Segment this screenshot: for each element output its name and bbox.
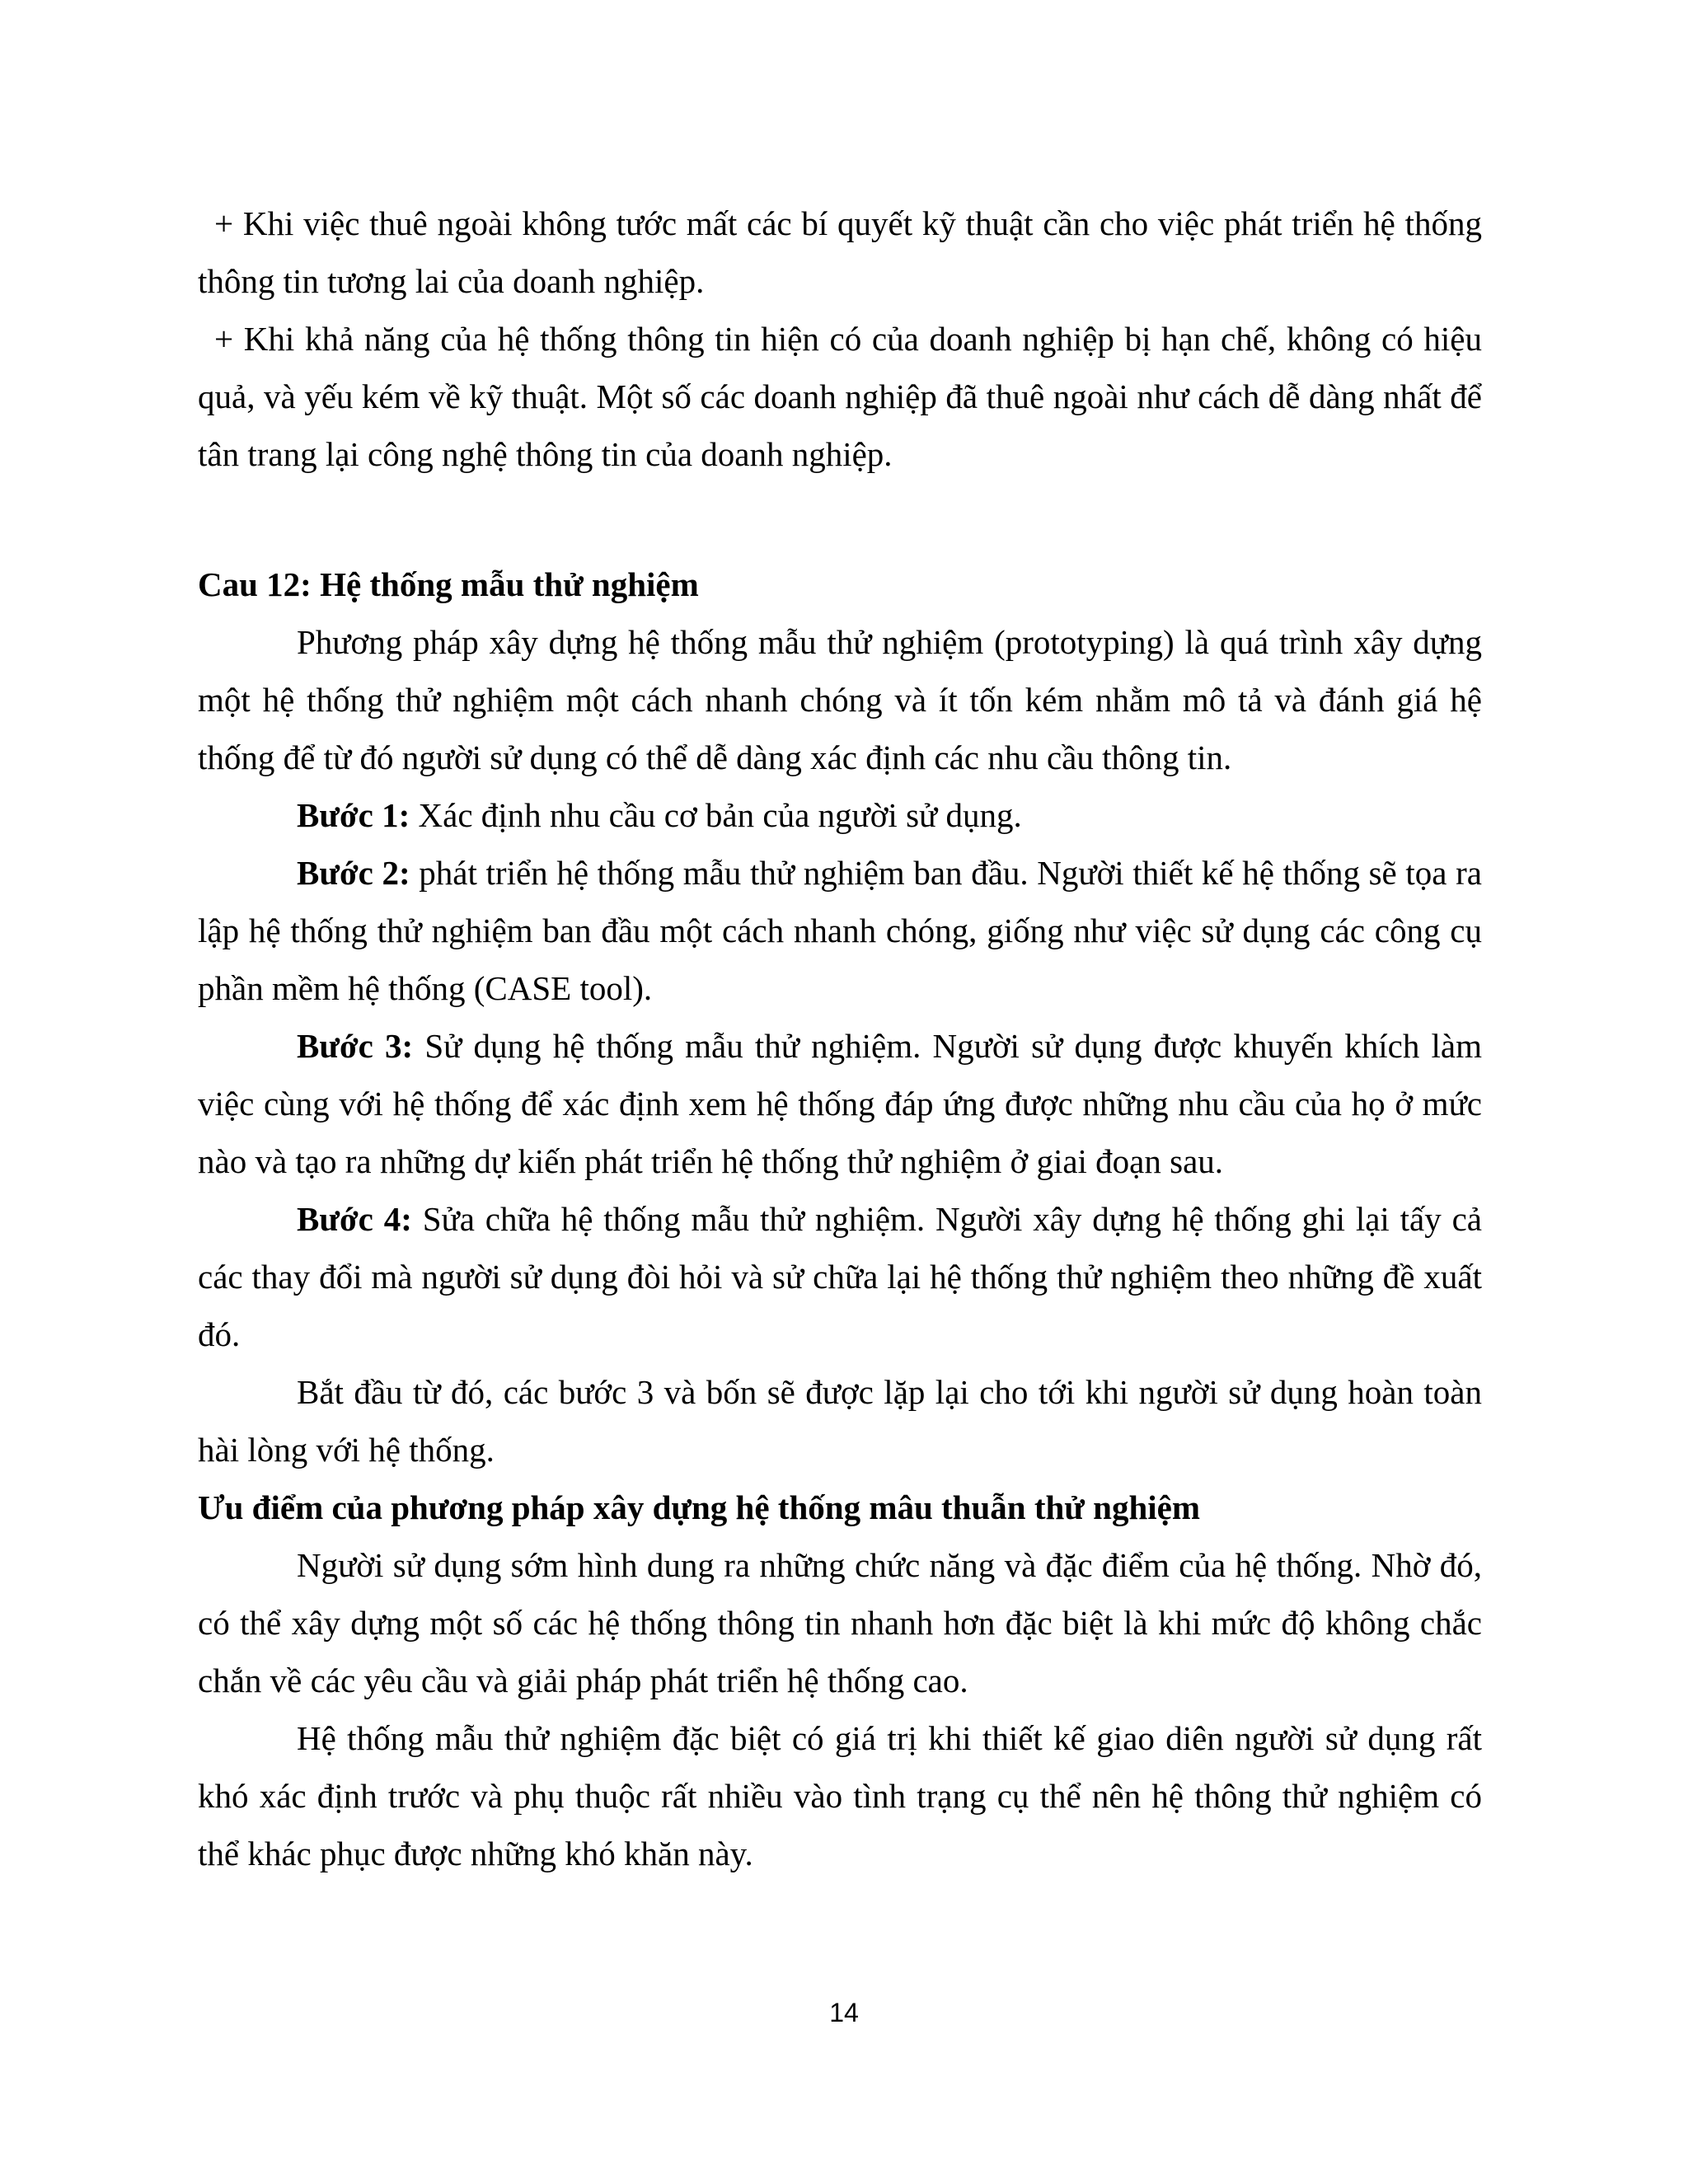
section-heading-advantages: Ưu điểm của phương pháp xây dựng hệ thống mâu thuẫn thử nghiệm bbox=[198, 1488, 1200, 1526]
step-4-label: Bước 4: bbox=[297, 1200, 412, 1238]
section-heading-cau-12: Cau 12: Hệ thống mẫu thử nghiệm bbox=[198, 565, 699, 603]
step-2 bbox=[198, 844, 1482, 1017]
step-2-text: phát triển hệ thống mẫu thử nghiệm ban đầu. Người thiết kế hệ thống sẽ tọa ra lập hệ thống thử nghiệm ban đầu một cách nhanh chóng, giống như việc sử dụng các công cụ phần mềm hệ thống (CASE tool). bbox=[198, 854, 1482, 1007]
top-margin bbox=[198, 0, 1482, 194]
section-gap bbox=[198, 483, 1482, 555]
step-4 bbox=[198, 1190, 1482, 1363]
outsourcing-condition-2: + Khi khả năng của hệ thống thông tin hiện có của doanh nghiệp bị hạn chế, không có hiệu quả, và yếu kém về kỹ thuật. Một số các doanh nghiệp đã thuê ngoài như cách dễ dàng nhất để tân trang lại công nghệ thông tin của doanh nghiệp. bbox=[198, 320, 1482, 473]
page-number: 14 bbox=[829, 1998, 859, 2027]
step-1 bbox=[198, 786, 1482, 844]
step-3 bbox=[198, 1017, 1482, 1190]
document-page bbox=[198, 0, 1482, 2184]
step-4-text: Sửa chữa hệ thống mẫu thử nghiệm. Người xây dựng hệ thống ghi lại tấy cả các thay đổi mà người sử dụng đòi hỏi và sử chữa lại hệ thống thử nghiệm theo những đề xuất đó. bbox=[198, 1200, 1482, 1353]
step-3-label: Bước 3: bbox=[297, 1027, 414, 1065]
advantages-paragraph-2: Hệ thống mẫu thử nghiệm đặc biệt có giá trị khi thiết kế giao diên người sử dụng rất khó xác định trước và phụ thuộc rất nhiều vào tình trạng cụ thể nên hệ thông thử nghiệm có thể khác phục được những khó khăn này. bbox=[198, 1719, 1482, 1872]
prototyping-definition: Phương pháp xây dựng hệ thống mẫu thử nghiệm (prototyping) là quá trình xây dựng một hệ thống thử nghiệm một cách nhanh chóng và ít tốn kém nhằm mô tả và đánh giá hệ thống để từ đó người sử dụng có thể dễ dàng xác định các nhu cầu thông tin. bbox=[198, 623, 1482, 776]
repeat-note: Bắt đầu từ đó, các bước 3 và bốn sẽ được lặp lại cho tới khi người sử dụng hoàn toàn hài lòng với hệ thống. bbox=[198, 1373, 1482, 1469]
outsourcing-condition-1: + Khi việc thuê ngoài không tước mất các bí quyết kỹ thuật cần cho việc phát triển hệ thống thông tin tương lai của doanh nghiệp. bbox=[198, 204, 1482, 300]
step-2-label: Bước 2: bbox=[297, 854, 410, 892]
step-1-label: Bước 1: bbox=[297, 796, 410, 834]
step-3-text: Sử dụng hệ thống mẫu thử nghiệm. Người sử dụng được khuyến khích làm việc cùng với hệ thống để xác định xem hệ thống đáp ứng được những nhu cầu của họ ở mức nào và tạo ra những dự kiến phát triển hệ thống thử nghiệm ở giai đoạn sau. bbox=[198, 1027, 1482, 1180]
advantages-paragraph-1: Người sử dụng sớm hình dung ra những chức năng và đặc điểm của hệ thống. Nhờ đó, có thể xây dựng một số các hệ thống thông tin nhanh hơn đặc biệt là khi mức độ không chắc chắn về các yêu cầu và giải pháp phát triển hệ thống cao. bbox=[198, 1546, 1482, 1699]
step-1-text: Xác định nhu cầu cơ bản của người sử dụng. bbox=[410, 796, 1022, 834]
